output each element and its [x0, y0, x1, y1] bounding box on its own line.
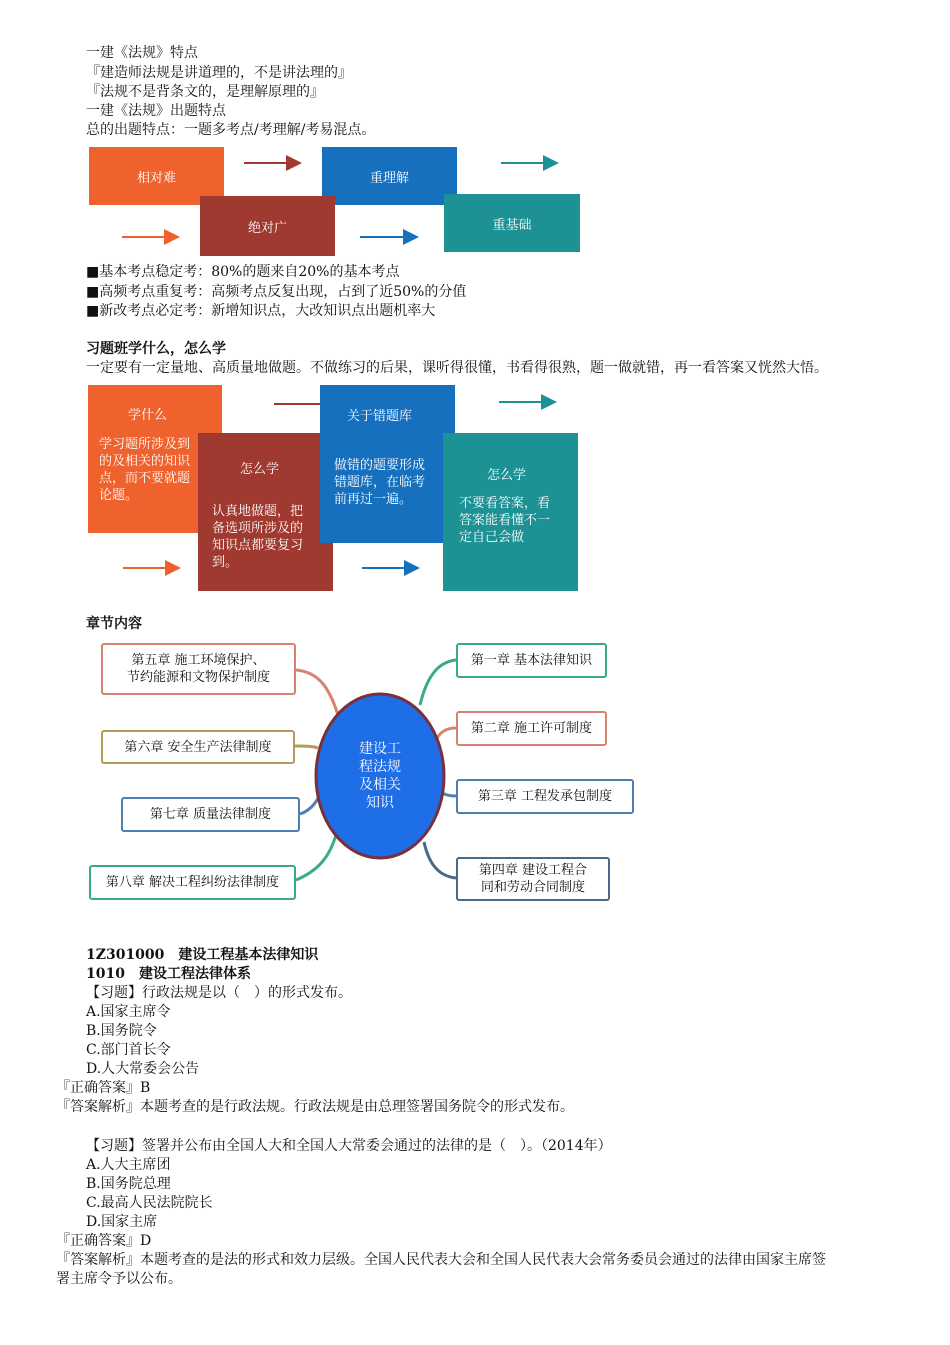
node-line: 第五章 施工环境保护、: [131, 653, 266, 668]
card-line: 到。: [212, 555, 239, 570]
node-line: 第四章 建设工程合: [478, 863, 588, 878]
chapter-1-node: [456, 643, 607, 678]
diagram1-box-label: 重基础: [492, 217, 532, 233]
diagram1-box-label: 绝对广: [247, 220, 287, 236]
chapter-5-node: [101, 643, 296, 695]
diagram1-box-label: 重理解: [369, 170, 409, 186]
card-line: 不要看答案，看: [459, 496, 551, 511]
intro-title: 一建《法规》特点: [86, 45, 198, 61]
connector-ch5: [296, 670, 338, 715]
card-line: 定自己会做: [459, 530, 525, 545]
diagram1-box-label: 相对难: [136, 170, 176, 186]
connector-ch4: [424, 842, 456, 878]
intro-quote-2: 『法规不是背条文的，是理解原理的』: [86, 84, 324, 100]
chapter-3-node: [456, 779, 634, 814]
card-line: 的及相关的知识: [99, 454, 191, 469]
chapters-heading: 章节内容: [86, 616, 142, 632]
card-line: 前再过一遍。: [334, 492, 413, 507]
intro-quote-1: 『建造师法规是讲道理的，不是讲法理的』: [86, 65, 352, 81]
q2-analysis: 『答案解析』本题考查的是法的形式和效力层级。全国人民代表大会和全国人民代表大会常务委员会通过的法律由国家主席签: [56, 1252, 826, 1268]
section-code: 1Z301000 建设工程基本法律知识: [86, 947, 319, 963]
exam-features-title: 一建《法规》出题特点: [86, 103, 226, 119]
card-line: 知识点都要复习: [212, 538, 304, 553]
q1-option-b: B.国务院令: [86, 1023, 157, 1039]
chapter-4-node: [456, 857, 610, 901]
q2-option-b: B.国务院总理: [86, 1176, 171, 1192]
center-line: 知识: [366, 795, 394, 811]
node-line: 第二章 施工许可制度: [470, 721, 593, 736]
card-line: 认真地做题，把: [212, 504, 304, 519]
card-line: 论题。: [99, 488, 139, 503]
chapter-8-node: [89, 865, 296, 900]
q1-option-a: A.国家主席令: [86, 1004, 171, 1020]
bullet-new: ■新改考点必定考：新增知识点，大改知识点出题机率大: [86, 303, 436, 319]
study-heading: 习题班学什么，怎么学: [86, 341, 226, 357]
section-subtitle: 1010 建设工程法律体系: [86, 966, 251, 982]
center-line: 及相关: [359, 777, 401, 793]
card-line: 做错的题要形成: [334, 458, 426, 473]
q2-answer: 『正确答案』D: [56, 1233, 152, 1249]
node-line: 第六章 安全生产法律制度: [124, 739, 272, 755]
card-wrong-question-bank: [320, 385, 455, 543]
card-title: 关于错题库: [347, 409, 413, 424]
card-title: 学什么: [128, 408, 168, 423]
center-topic: [340, 740, 420, 812]
q2-analysis-cont: 署主席令予以公布。: [56, 1271, 182, 1287]
connector-ch6: [295, 746, 318, 748]
exam-features-summary: 总的出题特点：一题多考点/考理解/考易混点。: [86, 122, 376, 138]
q2-option-c: C.最高人民法院院长: [86, 1195, 213, 1211]
q1-stem: 【习题】行政法规是以（ ）的形式发布。: [86, 985, 352, 1001]
node-line: 同和劳动合同制度: [480, 880, 585, 895]
q1-answer: 『正确答案』B: [56, 1080, 151, 1096]
node-line: 第一章 基本法律知识: [470, 653, 593, 668]
connector-ch1: [420, 660, 456, 705]
chapter-6-node: [101, 730, 295, 764]
chapter-2-node: [456, 711, 607, 746]
card-line: 答案能看懂不一: [459, 513, 551, 528]
q1-analysis: 『答案解析』本题考查的是行政法规。行政法规是由总理签署国务院令的形式发布。: [56, 1099, 574, 1115]
chapter-7-node: [121, 797, 300, 832]
node-line: 第三章 工程发承包制度: [477, 789, 613, 804]
q1-option-c: C.部门首长令: [86, 1042, 171, 1058]
card-line: 点，而不要就题: [99, 471, 191, 486]
card-line: 错题库，在临考: [334, 475, 426, 490]
node-line: 第七章 质量法律制度: [149, 807, 272, 822]
center-line: 建设工: [359, 741, 401, 757]
study-advice: 一定要有一定量地、高质量地做题。不做练习的后果，课听得很懂，书看得很熟，题一做就错，再一看答案又恍然大悟。: [86, 360, 828, 376]
q2-stem: 【习题】签署并公布由全国人大和全国人大常委会通过的法律的是（ ）。（2014年）: [86, 1138, 612, 1154]
q2-option-a: A.人大主席团: [86, 1157, 171, 1173]
card-how-to-learn-2: [443, 433, 578, 591]
bullet-frequent: ■高频考点重复考：高频考点反复出现，占到了近50%的分值: [86, 284, 467, 300]
node-line: 节约能源和文物保护制度: [126, 670, 270, 685]
q1-option-d: D.人大常委会公告: [86, 1061, 200, 1077]
q2-option-d: D.国家主席: [86, 1214, 158, 1230]
node-line: 第八章 解决工程纠纷法律制度: [105, 875, 280, 890]
card-line: 备选项所涉及的: [212, 521, 304, 536]
connector-ch8: [296, 835, 336, 880]
card-line: 学习题所涉及到: [99, 437, 191, 452]
connector-ch2: [436, 728, 456, 740]
card-title: 怎么学: [487, 468, 527, 483]
card-title: 怎么学: [240, 462, 280, 477]
card-how-to-learn: [198, 433, 333, 591]
center-line: 程法规: [359, 759, 401, 775]
bullet-basic: ■基本考点稳定考：80%的题来自20%的基本考点: [86, 264, 400, 280]
